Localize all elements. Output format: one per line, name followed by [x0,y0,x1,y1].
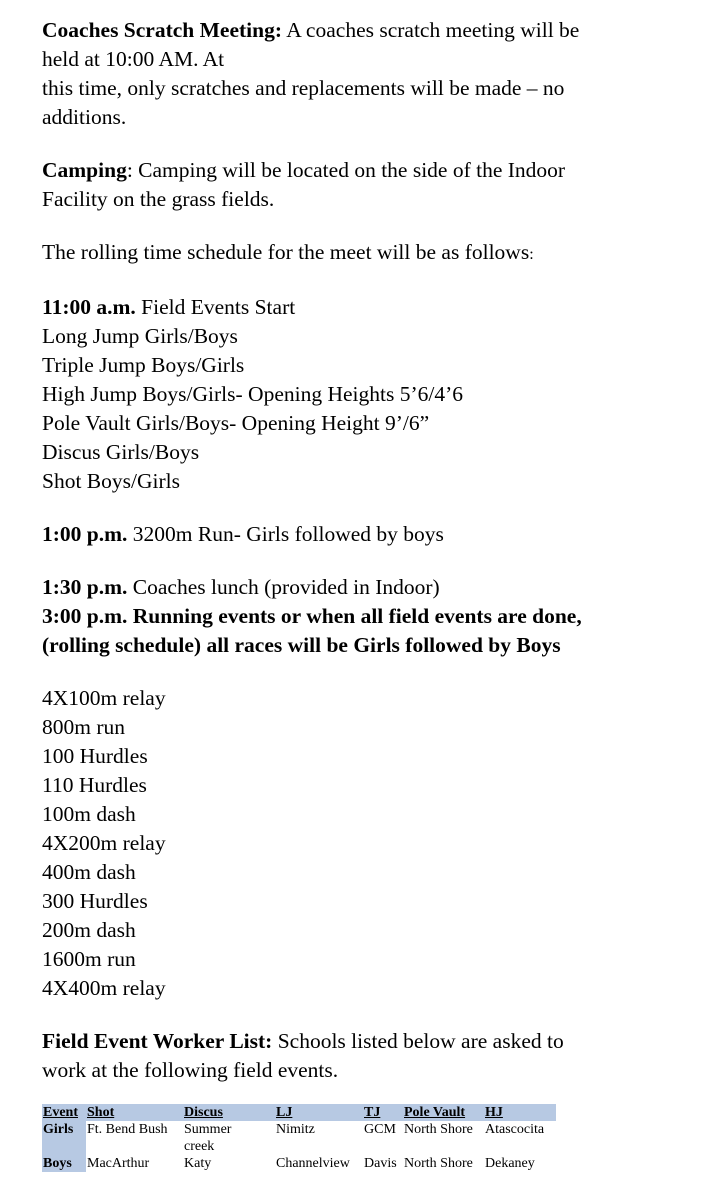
camping-text-2: Facility on the grass fields. [42,187,275,211]
camping-heading: Camping [42,158,127,182]
scratch-meeting-text-1: A coaches scratch meeting will be [282,18,580,42]
cell-boys-pole-vault: North Shore [404,1156,473,1171]
spacer [42,496,682,520]
spacer [42,1003,682,1027]
spacer [42,549,682,573]
cell-girls-lj: Nimitz [276,1122,315,1137]
scratch-meeting-heading: Coaches Scratch Meeting: [42,18,283,42]
cell-girls-discus-line-1: Summer [184,1122,232,1137]
race-item: 1600m run [42,947,136,971]
camping-paragraph [42,156,682,185]
table-row-boys [42,1155,556,1172]
schedule-intro-text: The rolling time schedule for the meet will be as follows [42,240,530,264]
cell-boys-discus: Katy [184,1156,212,1171]
header-discus: Discus [183,1104,275,1121]
race-item: 4X100m relay [42,686,166,710]
run-3200-time: 1:00 p.m. [42,522,128,546]
cell-girls-discus [183,1121,275,1155]
row-label-girls: Girls [42,1121,86,1155]
spacer [42,214,682,238]
spacer [42,269,682,293]
header-shot: Shot [86,1104,183,1121]
race-item: 100 Hurdles [42,744,148,768]
scratch-meeting-text-4: additions. [42,105,127,129]
spacer [42,132,682,156]
cell-boys-hj: Dekaney [485,1156,535,1171]
field-events-title: Field Events Start [135,295,296,319]
header-tj: TJ [363,1104,403,1121]
race-item: 800m run [42,715,126,739]
race-item: 300 Hurdles [42,889,148,913]
race-item: 100m dash [42,802,136,826]
cell-boys-shot: MacArthur [87,1156,150,1171]
scratch-meeting-text-2: held at 10:00 AM. At [42,47,225,71]
worker-list-text-1: Schools listed below are asked to [272,1029,564,1053]
header-hj: HJ [484,1104,556,1121]
field-event-item: Pole Vault Girls/Boys- Opening Height 9’/6” [42,411,430,435]
header-pole-vault: Pole Vault [403,1104,484,1121]
cell-boys-lj: Channelview [276,1156,350,1171]
worker-list-paragraph [42,1027,682,1056]
run-3200-text: 3200m Run- Girls followed by boys [127,522,444,546]
field-event-item: Triple Jump Boys/Girls [42,353,245,377]
document-body [42,16,682,1085]
cell-girls-shot: Ft. Bend Bush [87,1122,168,1137]
header-lj: LJ [275,1104,363,1121]
field-event-worker-table [42,1104,556,1172]
schedule-intro [42,238,682,269]
camping-text-1: : Camping will be located on the side of the Indoor [126,158,566,182]
lunch-text: Coaches lunch (provided in Indoor) [127,575,440,599]
table-header-row [42,1104,556,1121]
race-item: 4X400m relay [42,976,166,1000]
cell-girls-tj: GCM [364,1122,396,1137]
running-events-line-2: (rolling schedule) all races will be Girls followed by Boys [42,633,561,657]
worker-list-heading: Field Event Worker List: [42,1029,273,1053]
field-event-item: High Jump Boys/Girls- Opening Heights 5’6/4’6 [42,382,464,406]
run-3200-line [42,520,682,549]
scratch-meeting-paragraph [42,16,682,45]
field-events-time: 11:00 a.m. [42,295,136,319]
running-events-line-1: 3:00 p.m. Running events or when all field events are done, [42,604,582,628]
cell-girls-pole-vault: North Shore [404,1122,473,1137]
lunch-line [42,573,682,602]
schedule-intro-colon: : [529,246,534,263]
field-event-item: Discus Girls/Boys [42,440,200,464]
race-item: 400m dash [42,860,136,884]
spacer [42,660,682,684]
lunch-time: 1:30 p.m. [42,575,128,599]
cell-boys-tj: Davis [364,1156,397,1171]
race-item: 200m dash [42,918,136,942]
table-row-girls [42,1121,556,1155]
row-label-boys: Boys [42,1155,86,1172]
cell-girls-discus-line-2: creek [184,1139,215,1154]
field-events-start [42,293,682,322]
scratch-meeting-text-3: this time, only scratches and replacements will be made – no [42,76,565,100]
header-event: Event [42,1104,86,1121]
field-event-item: Shot Boys/Girls [42,469,180,493]
field-event-item: Long Jump Girls/Boys [42,324,238,348]
cell-girls-hj: Atascocita [485,1122,545,1137]
race-item: 110 Hurdles [42,773,147,797]
worker-list-text-2: work at the following field events. [42,1058,339,1082]
race-item: 4X200m relay [42,831,166,855]
